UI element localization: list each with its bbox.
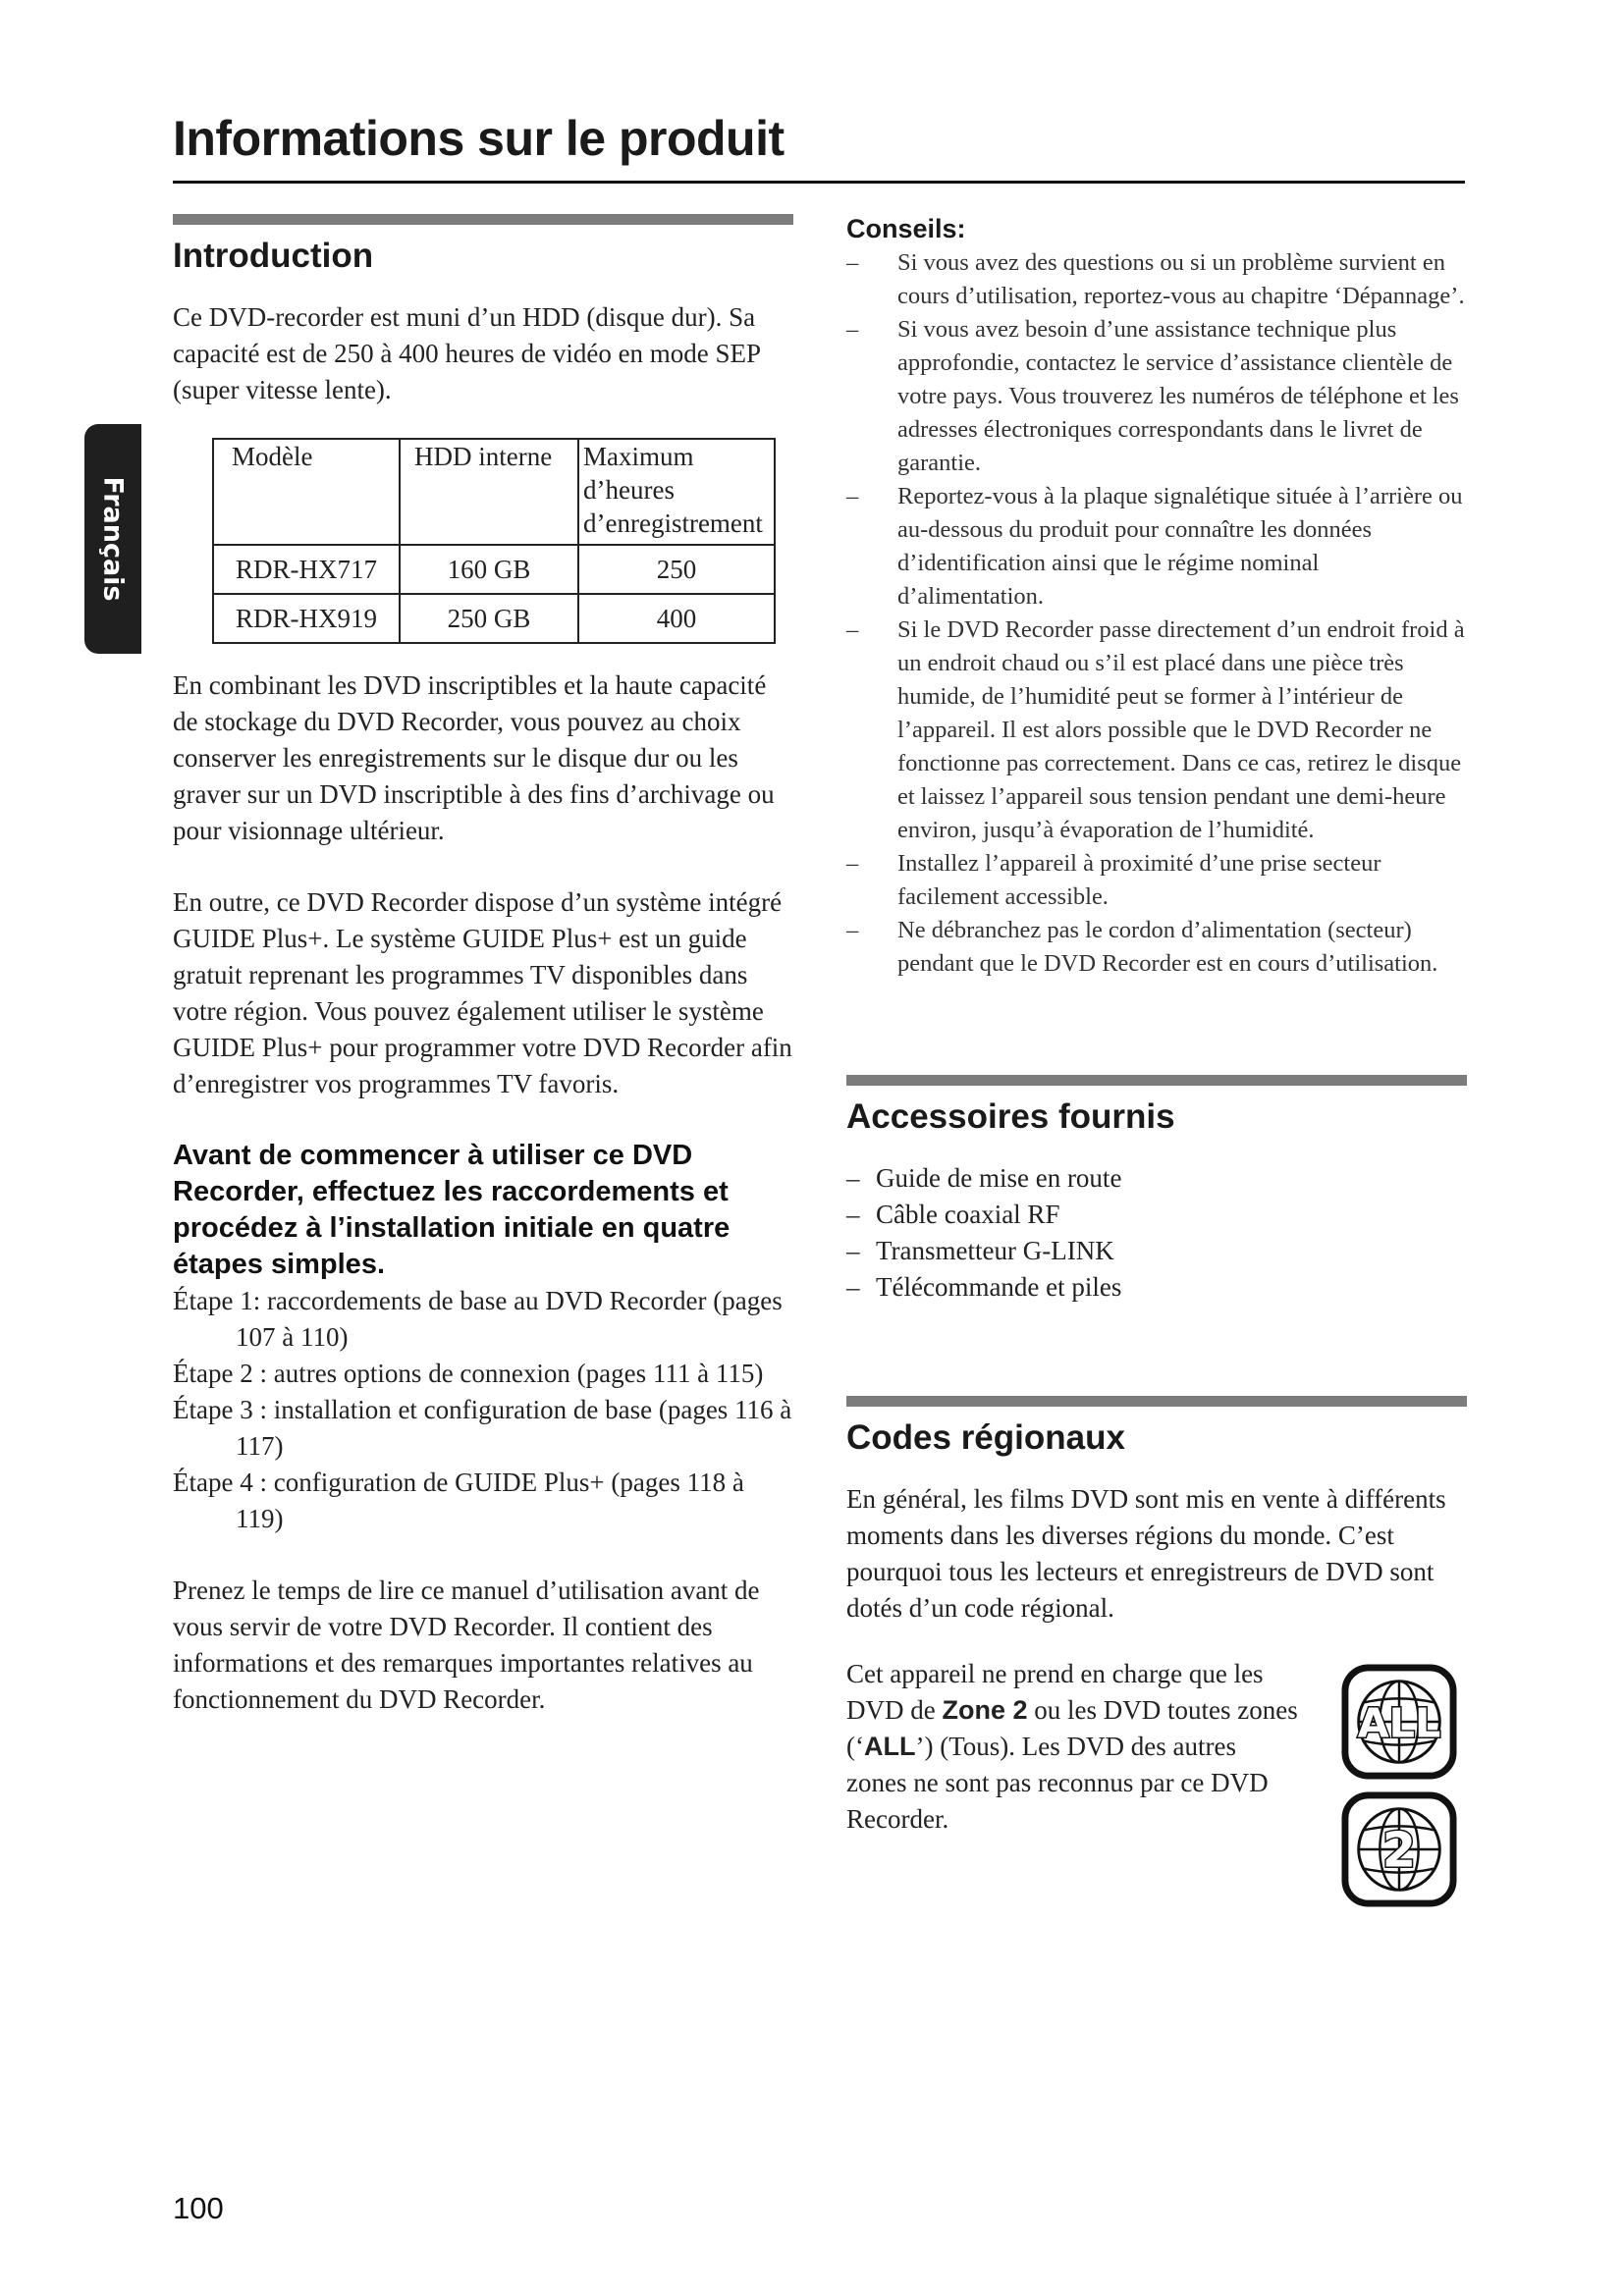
list-item: – Guide de mise en route (846, 1160, 1467, 1197)
page-number: 100 (173, 2191, 224, 2225)
list-item: – Installez l’appareil à proximité d’une prise secteur facilement accessible. (846, 847, 1467, 914)
section-heading-accessoires: Accessoires fournis (846, 1097, 1175, 1136)
list-item: – Reportez-vous à la plaque signalétique située à l’arrière ou au-dessous du produit pour connaître les données d’identification ainsi que le régime nominal d’alimentation. (846, 480, 1467, 614)
table-row (213, 594, 775, 643)
table-header-model: Modèle (213, 439, 400, 545)
table-cell-hdd: 160 GB (400, 545, 578, 594)
language-tab (84, 424, 141, 654)
region-icons (1341, 1664, 1461, 1919)
setup-steps-list (173, 1283, 793, 1537)
region-all-icon-label: ALL (1357, 1699, 1441, 1747)
page-title: Informations sur le produit (173, 111, 785, 166)
region-2-icon-label: 2 (1381, 1821, 1417, 1879)
conseils-title: Conseils: (846, 214, 966, 243)
list-item: – Si le DVD Recorder passe directement d’un endroit froid à un endroit chaud ou s’il est placé dans une pièce très humide, de l’humidité peut se former à l’intérieur de l’appareil. Il est alors possible que le DVD Recorder ne fonctionne pas correctement. Dans ce cas, retirez le disque et laissez l’appareil sous tension pendant une demi-heure environ, jusqu’à évaporation de l’humidité. (846, 614, 1467, 847)
setup-step: Étape 1: raccordements de base au DVD Recorder (pages 107 à 110) (173, 1286, 783, 1352)
conseils-list (846, 246, 1467, 981)
intro-paragraph-4: Prenez le temps de lire ce manuel d’utilisation avant de vous servir de votre DVD Recorder. Il contient des informations et des remarques importantes relatives au fonctionnement du DVD Recorder. (173, 1575, 760, 1714)
codes-paragraph-1: En général, les films DVD sont mis en vente à différents moments dans les diverses régions du monde. C’est pourquoi tous les lecteurs et enregistreurs de DVD sont dotés d’un code régional. (846, 1484, 1446, 1623)
table-header-max-hours: Maximum d’heures d’enregistrement (578, 439, 775, 545)
setup-bold-heading: Avant de commencer à utiliser ce DVD Recorder, effectuez les raccordements et procédez à l’installation initiale en quatre étapes simples. (173, 1140, 731, 1280)
table-cell-model: RDR-HX717 (213, 545, 400, 594)
region-2-icon (1341, 1791, 1457, 1907)
left-column (173, 214, 793, 1718)
table-header-row (213, 439, 775, 545)
list-item: – Transmetteur G-LINK (846, 1233, 1467, 1269)
all-emphasis: ALL (863, 1732, 916, 1761)
right-column (846, 214, 1467, 1879)
intro-paragraph-1: Ce DVD-recorder est muni d’un HDD (disque dur). Sa capacité est de 250 à 400 heures de vidéo en mode SEP (super vitesse lente). (173, 302, 761, 404)
section-heading-introduction: Introduction (173, 237, 374, 275)
model-table (212, 438, 776, 644)
list-item: – Si vous avez des questions ou si un problème survient en cours d’utilisation, reportez-vous au chapitre ‘Dépannage’. (846, 246, 1467, 313)
table-cell-hours: 400 (578, 594, 775, 643)
table-cell-hours: 250 (578, 545, 775, 594)
region-all-icon (1341, 1664, 1457, 1780)
intro-paragraph-2: En combinant les DVD inscriptibles et la haute capacité de stockage du DVD Recorder, vous pouvez au choix conserver les enregistrements sur le disque dur ou les graver sur un DVD inscriptible à des fins d’archivage ou pour visionnage ultérieur. (173, 670, 775, 845)
list-item: – Télécommande et piles (846, 1269, 1467, 1306)
table-cell-hdd: 250 GB (400, 594, 578, 643)
setup-step: Étape 4 : configuration de GUIDE Plus+ (pages 118 à 119) (173, 1468, 744, 1533)
table-header-hdd: HDD interne (400, 439, 578, 545)
section-bar-codes (846, 1396, 1467, 1407)
codes-text: ou les DVD toutes zones (‘ (846, 1695, 1298, 1761)
section-bar-introduction (173, 214, 793, 225)
table-row (213, 545, 775, 594)
title-rule (173, 181, 1465, 184)
codes-text: Cet appareil ne prend en charge que les DVD de (846, 1659, 1264, 1725)
setup-step: Étape 3 : installation et configuration de base (pages 116 à 117) (173, 1395, 792, 1461)
codes-text: ’) (Tous). Les DVD des autres zones ne sont pas reconnus par ce DVD Recorder. (846, 1732, 1269, 1834)
accessoires-list (846, 1160, 1467, 1306)
language-tab-label: Français (97, 476, 129, 602)
section-bar-accessoires (846, 1075, 1467, 1086)
setup-step: Étape 2 : autres options de connexion (pages 111 à 115) (173, 1359, 764, 1388)
list-item: – Ne débranchez pas le cordon d’alimentation (secteur) pendant que le DVD Recorder est en cours d’utilisation. (846, 914, 1467, 981)
section-heading-codes: Codes régionaux (846, 1418, 1125, 1457)
codes-paragraph-2 (846, 1656, 1298, 1838)
intro-paragraph-3: En outre, ce DVD Recorder dispose d’un système intégré GUIDE Plus+. Le système GUIDE Plus+ est un guide gratuit reprenant les programmes TV disponibles dans votre région. Vous pouvez également utiliser le système GUIDE Plus+ pour programmer votre DVD Recorder afin d’enregistrer vos programmes TV favoris. (173, 887, 792, 1098)
list-item: – Si vous avez besoin d’une assistance technique plus approfondie, contactez le service d’assistance clientèle de votre pays. Vous trouverez les numéros de téléphone et les adresses électroniques correspondants dans le livret de garantie. (846, 313, 1467, 480)
region-block (846, 1656, 1467, 1879)
zone-2-emphasis: Zone 2 (942, 1695, 1028, 1725)
table-cell-model: RDR-HX919 (213, 594, 400, 643)
list-item: – Câble coaxial RF (846, 1197, 1467, 1233)
